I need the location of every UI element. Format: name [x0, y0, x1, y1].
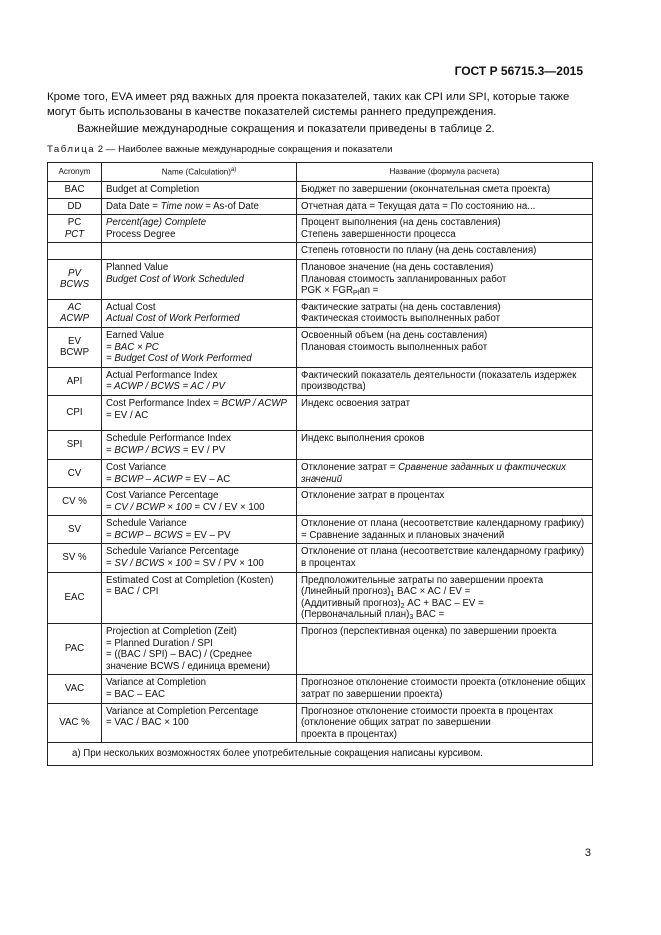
name-text: Schedule Performance Index — [106, 432, 231, 444]
formula-text: BAC × AC / EV = — [394, 586, 471, 598]
name-text: Actual Performance Index — [106, 369, 218, 381]
description-cell: Отклонение от плана (несоответствие календарному графику) в процентах — [297, 544, 593, 572]
acronym-cell — [48, 299, 102, 327]
description-cell: Фактический показатель деятельности (показатель издержек производства) — [297, 367, 593, 395]
formula-text: (Линейный прогноз) — [301, 586, 391, 598]
name-cell — [102, 215, 297, 243]
description-cell: Индекс выполнения сроков — [297, 430, 593, 459]
description-formula — [301, 586, 588, 598]
description-text: Предположительные затраты по завершении проекта — [301, 574, 544, 586]
description-text: Плановая стоимость выполненных работ — [301, 341, 488, 353]
description-cell — [297, 327, 593, 367]
name-text: Earned Value — [106, 329, 164, 341]
name-cell — [102, 516, 297, 544]
page-number: 3 — [584, 847, 591, 859]
table-row — [48, 572, 593, 623]
name-cell — [102, 703, 297, 743]
acronym-text: PC — [67, 217, 82, 229]
table-row — [48, 459, 593, 487]
description-text: Фактические затраты (на день составления) — [301, 301, 501, 313]
name-text: Cost Variance Percentage — [106, 490, 219, 502]
name-text: = ((BAC / SPI) – BAC) / (Среднее значение BCWS / единица времени) — [106, 649, 270, 672]
formula-text: = — [106, 558, 115, 570]
description-formula — [301, 285, 588, 297]
header-acronym: Acronym — [48, 163, 102, 182]
table-row — [48, 395, 593, 430]
intro-paragraph-2: Важнейшие международные сокращения и показатели приведены в таблице 2. — [77, 123, 495, 135]
header-description: Название (формула расчета) — [297, 163, 593, 182]
acronym-text: BCWP — [59, 347, 90, 359]
name-cell — [102, 675, 297, 703]
formula-text: = SV / PV × 100 — [191, 558, 264, 570]
acronym-text-italic: PV — [68, 267, 81, 279]
acronym-text-italic: AC — [67, 301, 82, 313]
acronym-cell: CV — [48, 459, 102, 487]
formula-text: = — [106, 501, 115, 513]
name-cell — [102, 198, 297, 215]
name-text: Actual Cost — [106, 301, 156, 313]
table-footnote: а) При нескольких возможностях более употребительные сокращения написаны курсивом. — [48, 743, 593, 766]
acronym-cell — [48, 327, 102, 367]
formula-text-italic: CV / BCWP × 100 — [114, 501, 192, 513]
name-text: = BAC / CPI — [106, 586, 159, 598]
description-cell: Прогнозное отклонение стоимости проекта (отклонение общих затрат по завершении проекта) — [297, 675, 593, 703]
table-row — [48, 516, 593, 544]
name-cell — [102, 327, 297, 367]
table-caption-text: — Наиболее важные международные сокращения и показатели — [103, 144, 393, 155]
name-text: Process Degree — [106, 228, 176, 240]
table-row — [48, 703, 593, 743]
acronym-cell: CPI — [48, 395, 102, 430]
description-text: Освоенный объем (на день составления) — [301, 329, 488, 341]
description-cell — [297, 299, 593, 327]
table-row — [48, 215, 593, 243]
name-cell — [102, 459, 297, 487]
name-text-italic: Time now — [160, 200, 203, 212]
name-text: = VAC / BAC × 100 — [106, 717, 189, 729]
name-text: Planned Value — [106, 261, 169, 273]
description-cell: Прогноз (перспективная оценка) по завершении проекта — [297, 624, 593, 675]
name-cell — [102, 488, 297, 516]
formula-text: = CV / EV × 100 — [191, 501, 265, 513]
name-cell — [102, 572, 297, 623]
formula-text: an = — [359, 285, 379, 297]
formula-text-italic: ACWP / BCWS = AC / PV — [114, 381, 225, 393]
name-text: = BAC – EAC — [106, 689, 165, 700]
acronym-cell: API — [48, 367, 102, 395]
table-row — [48, 327, 593, 367]
name-text: Cost Variance — [106, 461, 167, 473]
table-row — [48, 198, 593, 215]
name-text: = Planned Duration / SPI — [106, 637, 213, 649]
formula-text: BAC = — [413, 609, 445, 621]
description-text: Прогнозное отклонение стоимости проекта в процентах (отклонение общих затрат по завершении — [301, 705, 554, 729]
formula-text: = — [106, 473, 115, 485]
table-caption-number: 2 — [97, 144, 104, 155]
description-cell — [297, 572, 593, 623]
formula-text: (Аддитивный прогноз) — [301, 597, 401, 609]
table-row — [48, 430, 593, 459]
formula-subscript: 2 — [400, 602, 405, 610]
formula-text-italic: BCWP / ACWP — [221, 397, 287, 409]
description-cell — [297, 259, 593, 299]
name-text: Schedule Variance — [106, 518, 187, 530]
description-cell — [297, 459, 593, 487]
formula-text-italic: BCWP / BCWS — [114, 444, 181, 456]
formula-text: = — [106, 444, 115, 456]
acronym-cell: VAC — [48, 675, 102, 703]
formula-text-italic: = — [106, 381, 114, 393]
name-text: Estimated Cost at Completion (Kosten) — [106, 574, 274, 586]
name-text: = EV / AC — [106, 409, 149, 421]
name-text-italic: Actual Cost of Work Performed — [106, 313, 240, 325]
description-cell — [297, 215, 593, 243]
acronym-cell: SV — [48, 516, 102, 544]
description-formula — [301, 598, 588, 610]
name-cell — [102, 243, 297, 260]
acronym-cell: CV % — [48, 488, 102, 516]
formula-text-italic: SV / BCWS × 100 — [114, 558, 192, 570]
name-formula — [106, 558, 292, 570]
table-row — [48, 544, 593, 572]
name-text-italic: Budget Cost of Work Scheduled — [106, 273, 244, 285]
formula-subscript: Pl — [352, 290, 360, 298]
name-cell — [102, 395, 297, 430]
formula-text: = EV / PV — [180, 444, 226, 456]
name-text-italic: Percent(age) Complete — [106, 217, 207, 229]
acronym-text-italic: BCWS — [59, 279, 90, 291]
name-text: = As-of Date — [202, 200, 259, 212]
table-row — [48, 243, 593, 260]
table-caption-label: Таблица — [47, 144, 96, 155]
formula-text: PGK × FGR — [301, 285, 353, 297]
acronym-cell: EAC — [48, 572, 102, 623]
description-formula — [301, 609, 588, 621]
table-row — [48, 624, 593, 675]
name-formula — [106, 445, 292, 457]
name-cell — [102, 544, 297, 572]
header-name-text: Name (Calculation) — [161, 168, 231, 178]
table-row — [48, 367, 593, 395]
formula-text-italic: BCWP – BCWS — [114, 529, 183, 541]
description-cell: Отчетная дата = Текущая дата = По состоянию на... — [297, 198, 593, 215]
formula-text: = EV – PV — [182, 529, 231, 541]
acronym-cell: DD — [48, 198, 102, 215]
description-text-italic: Сравнение заданных и фактических значений — [301, 461, 566, 485]
description-cell: Степень готовности по плану (на день составления) — [297, 243, 593, 260]
name-formula — [106, 502, 292, 514]
name-text: Variance at Completion Percentage — [106, 705, 259, 717]
table-row — [48, 675, 593, 703]
name-text-italic: = Budget Cost of Work Performed — [106, 353, 252, 365]
formula-text-italic: BCWP – ACWP — [114, 473, 183, 485]
name-text: Data Date = — [106, 200, 161, 212]
description-text: Плановая стоимость запланированных работ — [301, 273, 507, 285]
acronym-cell — [48, 259, 102, 299]
table-footnote-row — [48, 743, 593, 766]
acronym-text-italic: ACWP — [59, 313, 90, 325]
name-text-italic: = BAC × PC — [106, 341, 159, 353]
description-text: Степень завершенности процесса — [301, 228, 456, 240]
description-cell: Индекс освоения затрат — [297, 395, 593, 430]
formula-text: = — [106, 529, 115, 541]
formula-text: (Первоначальный план) — [301, 609, 410, 621]
name-formula — [106, 398, 292, 410]
formula-subscript: 3 — [409, 614, 414, 622]
description-text: Процент выполнения (на день составления) — [301, 217, 501, 229]
formula-text: = EV – AC — [182, 473, 231, 485]
name-cell — [102, 299, 297, 327]
description-cell: Отклонение от плана (несоответствие календарному графику) = Сравнение заданных и плановых значений — [297, 516, 593, 544]
acronym-cell: SPI — [48, 430, 102, 459]
standard-code: ГОСТ Р 56715.3—2015 — [454, 64, 583, 78]
name-text: Schedule Variance Percentage — [106, 546, 239, 558]
name-cell — [102, 259, 297, 299]
description-text: проекта в процентах) — [301, 728, 397, 740]
acronym-cell: PAC — [48, 624, 102, 675]
table-row — [48, 182, 593, 199]
acronym-cell: VAC % — [48, 703, 102, 743]
description-text: Фактическая стоимость выполненных работ — [301, 313, 501, 325]
formula-subscript: 1 — [390, 591, 395, 599]
table-row — [48, 488, 593, 516]
intro-paragraph-1: Кроме того, EVA имеет ряд важных для проекта показателей, таких как CPI или SPI, которые также могут быть использованы в качестве показателей системы раннего предупреждения. — [47, 91, 570, 118]
intro-text — [47, 90, 592, 137]
acronym-cell — [48, 243, 102, 260]
formula-text: Cost Performance Index = — [106, 397, 222, 409]
name-formula — [106, 381, 292, 393]
abbreviations-table — [47, 162, 593, 766]
name-cell — [102, 367, 297, 395]
name-text: Projection at Completion (Zeit) — [106, 626, 237, 638]
name-text: Variance at Completion — [106, 677, 206, 689]
name-cell — [102, 624, 297, 675]
acronym-cell — [48, 215, 102, 243]
acronym-cell: SV % — [48, 544, 102, 572]
name-cell — [102, 430, 297, 459]
table-caption — [47, 144, 392, 155]
acronym-cell: BAC — [48, 182, 102, 199]
header-name-note: a) — [230, 167, 237, 174]
name-cell: Budget at Completion — [102, 182, 297, 199]
description-cell: Отклонение затрат в процентах — [297, 488, 593, 516]
table-header-row — [48, 163, 593, 182]
formula-text: AC + BAC – EV = — [404, 597, 484, 609]
table-row — [48, 259, 593, 299]
name-formula — [106, 530, 292, 542]
name-formula — [106, 474, 292, 486]
acronym-text-italic: PCT — [64, 228, 85, 240]
description-text: Плановое значение (на день составления) — [301, 261, 494, 273]
description-cell — [297, 703, 593, 743]
header-name — [102, 163, 297, 182]
table-row — [48, 299, 593, 327]
description-cell: Бюджет по завершении (окончательная смета проекта) — [297, 182, 593, 199]
acronym-text: EV — [68, 335, 81, 347]
description-text: Отклонение затрат = — [301, 461, 399, 473]
